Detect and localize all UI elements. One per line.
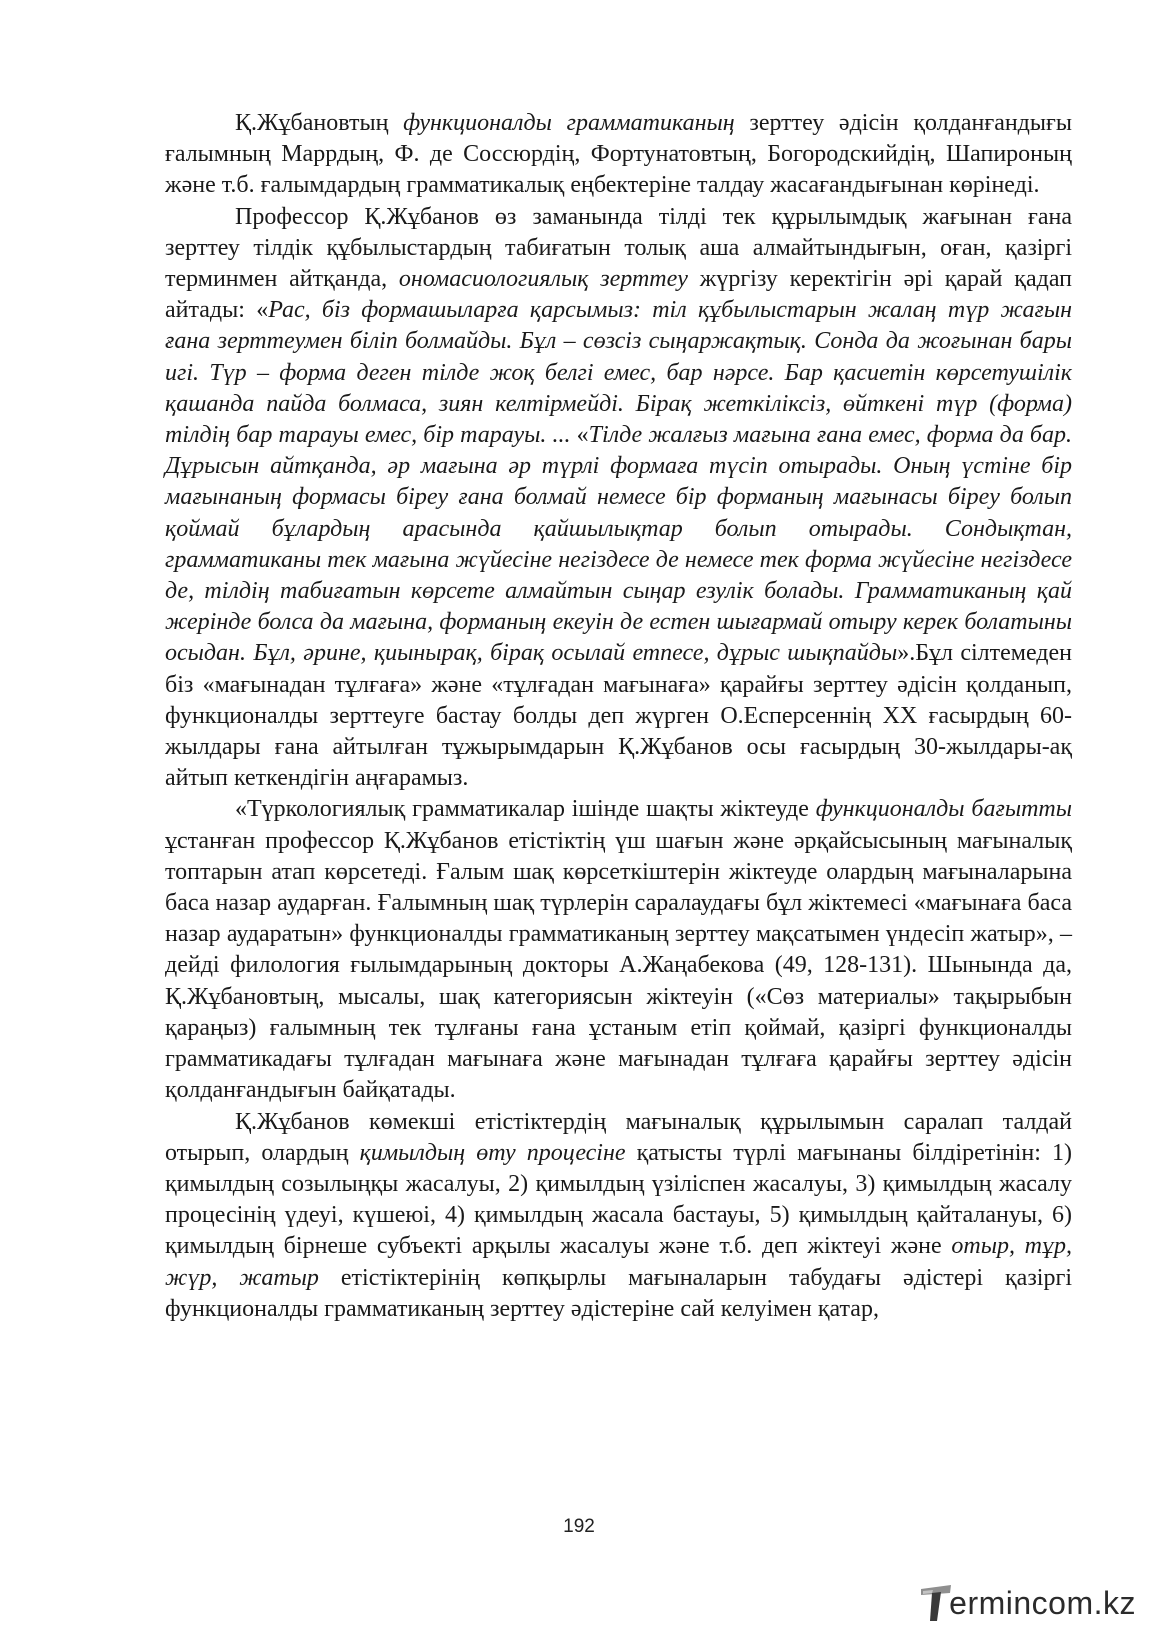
watermark[interactable] <box>919 1583 1136 1623</box>
paragraph <box>165 1107 1072 1325</box>
page-number: 192 <box>563 1516 595 1537</box>
text-run: жүргізу керектігін әрі қарай қадап айтады: « <box>165 266 1072 324</box>
text-run: Профессор Қ.Жұбанов өз заманында тілді тек құрылымдық жағынан ғана зерттеу тілдік құбылыстардың табиғатын толық аша алмайтындығын, оған, қазіргі терминмен айтқанда, <box>165 203 1072 293</box>
text-run: Қ.Жұбановтың <box>235 110 404 136</box>
italic-text-run: Тілде жалғыз мағына ғана емес, форма да бар. Дұрысын айтқанда, әр мағына әр түрлі формаға түсіп отырады. Оның үстіне бір мағынаның формасы біреу ғана болмай немесе бір форманың мағынасы біреу болып қоймай бұлардың арасында қайшылықтар болып отырады. Сондықтан, грамматиканы тек мағына жүйесіне негіздесе де немесе тек форма жүйесіне негіздесе де, тілдің табиғатын көрсете алмайтын сыңар езулік болады. Грамматиканың қай жерінде болса да мағына, форманың екеуін де естен шығармай отыру керек болатыны осыдан. Бұл, әрине, қиынырақ, бірақ осылай етпесе, дұрыс шықпайды <box>165 422 1073 667</box>
paragraph <box>165 794 1072 1106</box>
text-run: « <box>570 422 589 449</box>
text-run: ұстанған профессор Қ.Жұбанов етістіктің үш шағын және әрқайсысының мағыналық топтарын атап көрсетеді. Ғалым шақ көрсеткіштерін жіктеуде олардың мағыналарына баса назар аударған. Ғалымның шақ түрлерін саралаудағы бұл жіктемесі «мағынаға баса назар аударатын» функционалды грамматиканың зерттеу мақсатымен үндесіп жатыр», – дейді филология ғылымдарының докторы А.Жаңабекова (49, 128-131). Шынында да, Қ.Жұбановтың, мысалы, шақ категориясын жіктеуін («Сөз материалы» тақырыбын қараңыз) ғалымның тек тұлғаны ғана ұстаным етіп қоймай, қазіргі функционалды грамматикадағы тұлғадан мағынаға және мағынадан тұлғаға қарайғы зерттеу әдісін қолданғандығын байқатады. <box>165 827 1072 1104</box>
paragraph <box>165 108 1072 202</box>
document-body <box>165 108 1072 1325</box>
text-run: зерттеу әдісін қолданғандығы ғалымның Маррдың, Ф. де Соссюрдің, Фортунатовтың, Богородскийдің, Шапироның және т.б. ғалымдардың грамматикалық еңбектеріне талдау жасағандығынан көрінеді. <box>165 110 1072 199</box>
text-run: қатысты түрлі мағынаны білдіретінін: 1) қимылдың созылыңқы жасалуы, 2) қимылдың үзіліспен жасалуы, 3) қимылдың жасалу процесінің үдеуі, күшеюі, 4) қимылдың жасала бастауы, 5) қимылдың қайталануы, 6) қимылдың бірнеше субъекті арқылы жасалуы және т.б. деп жіктеуі және <box>165 1139 1072 1260</box>
text-run: Қ.Жұбанов көмекші етістіктердің мағыналық құрылымын саралап талдай отырып, олардың <box>165 1108 1072 1166</box>
text-run: «Түркологиялық грамматикалар ішінде шақты жіктеуде <box>235 796 816 823</box>
italic-text-run: функционалды грамматиканың <box>403 110 735 136</box>
watermark-text: ermincom.kz <box>949 1584 1136 1621</box>
italic-text-run: Рас, біз формашыларға қарсымыз: тіл құбылыстарын жалаң түр жағын ғана зерттеумен біліп болмайды. Бұл – сөзсіз сыңаржақтық. Сонда да жоғынан бары игі. Түр – форма деген тілде жоқ белгі емес, бар нәрсе. Бар қасиетін көрсетушілік қашанда пайда болмаса, зиян келтірмейді. Бірақ жеткіліксіз, өйткені түр (форма) тілдің бар тарауы емес, бір тарауы. ... <box>165 297 1073 449</box>
italic-text-run: ономасиологиялық зерттеу <box>398 266 688 293</box>
termincom-logo-icon <box>919 1583 953 1623</box>
text-run: етістіктерінің көпқырлы мағыналарын табудағы әдістері қазіргі функционалды грамматиканың зерттеу әдістеріне сай келуімен қатар, <box>165 1264 1072 1322</box>
text-run: ».Бұл сілтемеден біз «мағынадан тұлғаға» және «тұлғадан мағынаға» қарайғы зерттеу әдісін қолданып, функционалды зерттеуге бастау болды деп жүрген О.Есперсеннің ХХ ғасырдың 60-жылдары ғана айтылған тұжырымдарын Қ.Жұбанов осы ғасырдың 30-жылдары-ақ айтып кеткендігін аңғарамыз. <box>165 640 1072 792</box>
italic-text-run: отыр, тұр, жүр, жатыр <box>165 1233 1072 1291</box>
paragraph <box>165 202 1072 795</box>
italic-text-run: функционалды бағытты <box>815 796 1072 823</box>
italic-text-run: қимылдың өту процесіне <box>359 1139 626 1166</box>
